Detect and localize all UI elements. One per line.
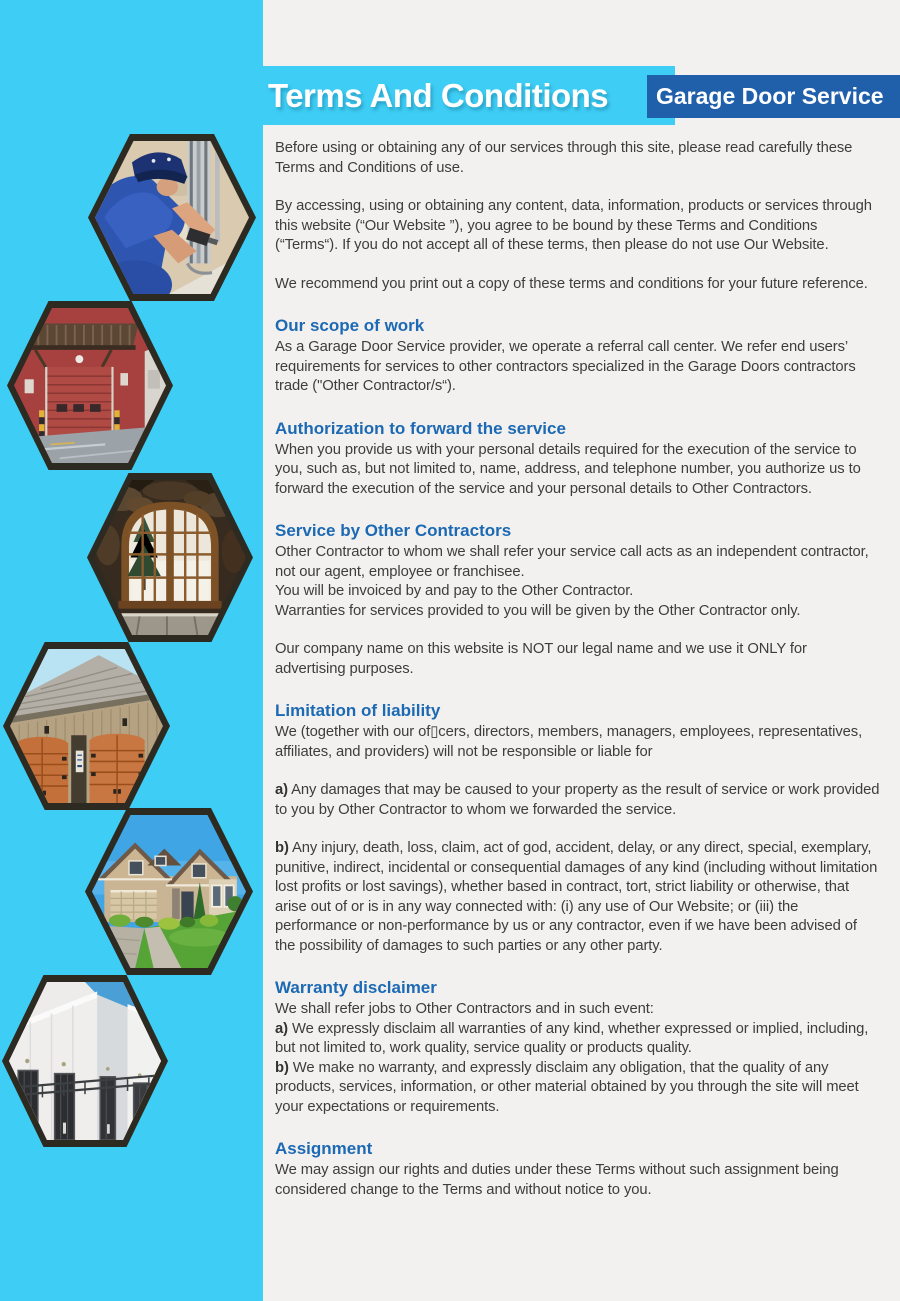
section-heading: Assignment	[275, 1139, 373, 1158]
content-area	[263, 125, 900, 1219]
hexagon-photo-loading-dock	[2, 975, 168, 1147]
paragraph: We (together with our of▯cers, directors, members, managers, employees, representatives, affiliates, and providers) will not be responsible or liable for	[275, 724, 863, 760]
hexagon-photo-orange-doors	[3, 642, 170, 810]
hexagon-photo-arched-window	[87, 473, 253, 642]
hexagon-photo-house	[85, 808, 253, 975]
paragraph: a) Any damages that may be caused to your property as the result of service or work provided to you by Other Contractor to whom we forwarded the service.	[275, 782, 880, 818]
orange-garage-doors-photo	[10, 649, 163, 803]
terms-content	[275, 139, 880, 1200]
service-badge-label: Garage Door Service	[656, 83, 884, 109]
paragraph: We shall refer jobs to Other Contractors and in such event: a) We expressly disclaim all warranties of any kind, whether expressed or implied, including, but not limited to, work quality, service quality or products quality. b) We make no warranty, and expressly disclaim any obligation, that the quality of any products, services, information, or other material obtained by you through the site will meet your expectations or requirements.	[275, 1001, 869, 1115]
hexagon-photo-red-garage-door	[7, 301, 173, 470]
sidebar	[0, 0, 263, 1301]
section-heading: Our scope of work	[275, 316, 425, 335]
loading-dock-photo	[9, 982, 161, 1140]
hexagon-photo-technician	[88, 134, 256, 301]
technician-repair-photo	[95, 141, 249, 294]
suburban-house-photo	[92, 815, 246, 968]
paragraph: When you provide us with your personal details required for the execution of the service to you, such as, but not limited to, name, address, and telephone number, you authorize us to forward the execution of the service and your personal details to Other Contractors.	[275, 441, 861, 497]
paragraph: b) Any injury, death, loss, claim, act of god, accident, delay, or any direct, special, exemplary, punitive, indirect, incidental or consequential damages of any kind (including without limitation lost profits or lost savings), whether based in contract, tort, strict liability or otherwise, that arise out of or is in any way connected with: (i) any use of Our Website; or (iii) the performance or non-performance by us or any contractor, even if we have been advised of the possibility of damages to such parties or any other party.	[275, 840, 878, 954]
section-heading: Warranty disclaimer	[275, 978, 437, 997]
red-garage-door-photo	[14, 308, 166, 463]
section-heading: Limitation of liability	[275, 701, 441, 720]
paragraph: By accessing, using or obtaining any content, data, information, products or services through this website (“Our Website ”), you agree to be bound by these Terms and Conditions (“Terms“). If you do not accept all of these terms, then please do not use Our Website.	[275, 198, 872, 253]
page-title: Terms And Conditions	[268, 76, 609, 114]
paragraph: As a Garage Door Service provider, we operate a referral call center. We refer end users’ requirements for services to other contractors specialized in the Garage Doors contractors trade ("Other Contractor/s“).	[275, 339, 856, 394]
section-heading: Service by Other Contractors	[275, 521, 512, 540]
section-heading: Authorization to forward the service	[275, 418, 566, 438]
paragraph: Other Contractor to whom we shall refer your service call acts as an independent contractor, not our agent, employee or franchisee. You will be invoiced by and pay to the Other Contractor. Warranties for services provided to you will be given by the Other Contractor only.	[275, 544, 869, 619]
paragraph: Before using or obtaining any of our services through this site, please read carefully these Terms and Conditions of use.	[275, 140, 853, 176]
service-badge	[647, 75, 900, 118]
paragraph: Our company name on this website is NOT our legal name and we use it ONLY for advertising purposes.	[275, 641, 807, 677]
title-band	[263, 66, 675, 125]
paragraph: We may assign our rights and duties under these Terms without such assignment being considered change to the Terms and without notice to you.	[275, 1162, 839, 1198]
arched-window-photo	[94, 480, 246, 635]
paragraph: We recommend you print out a copy of these terms and conditions for your future reference.	[275, 275, 868, 292]
